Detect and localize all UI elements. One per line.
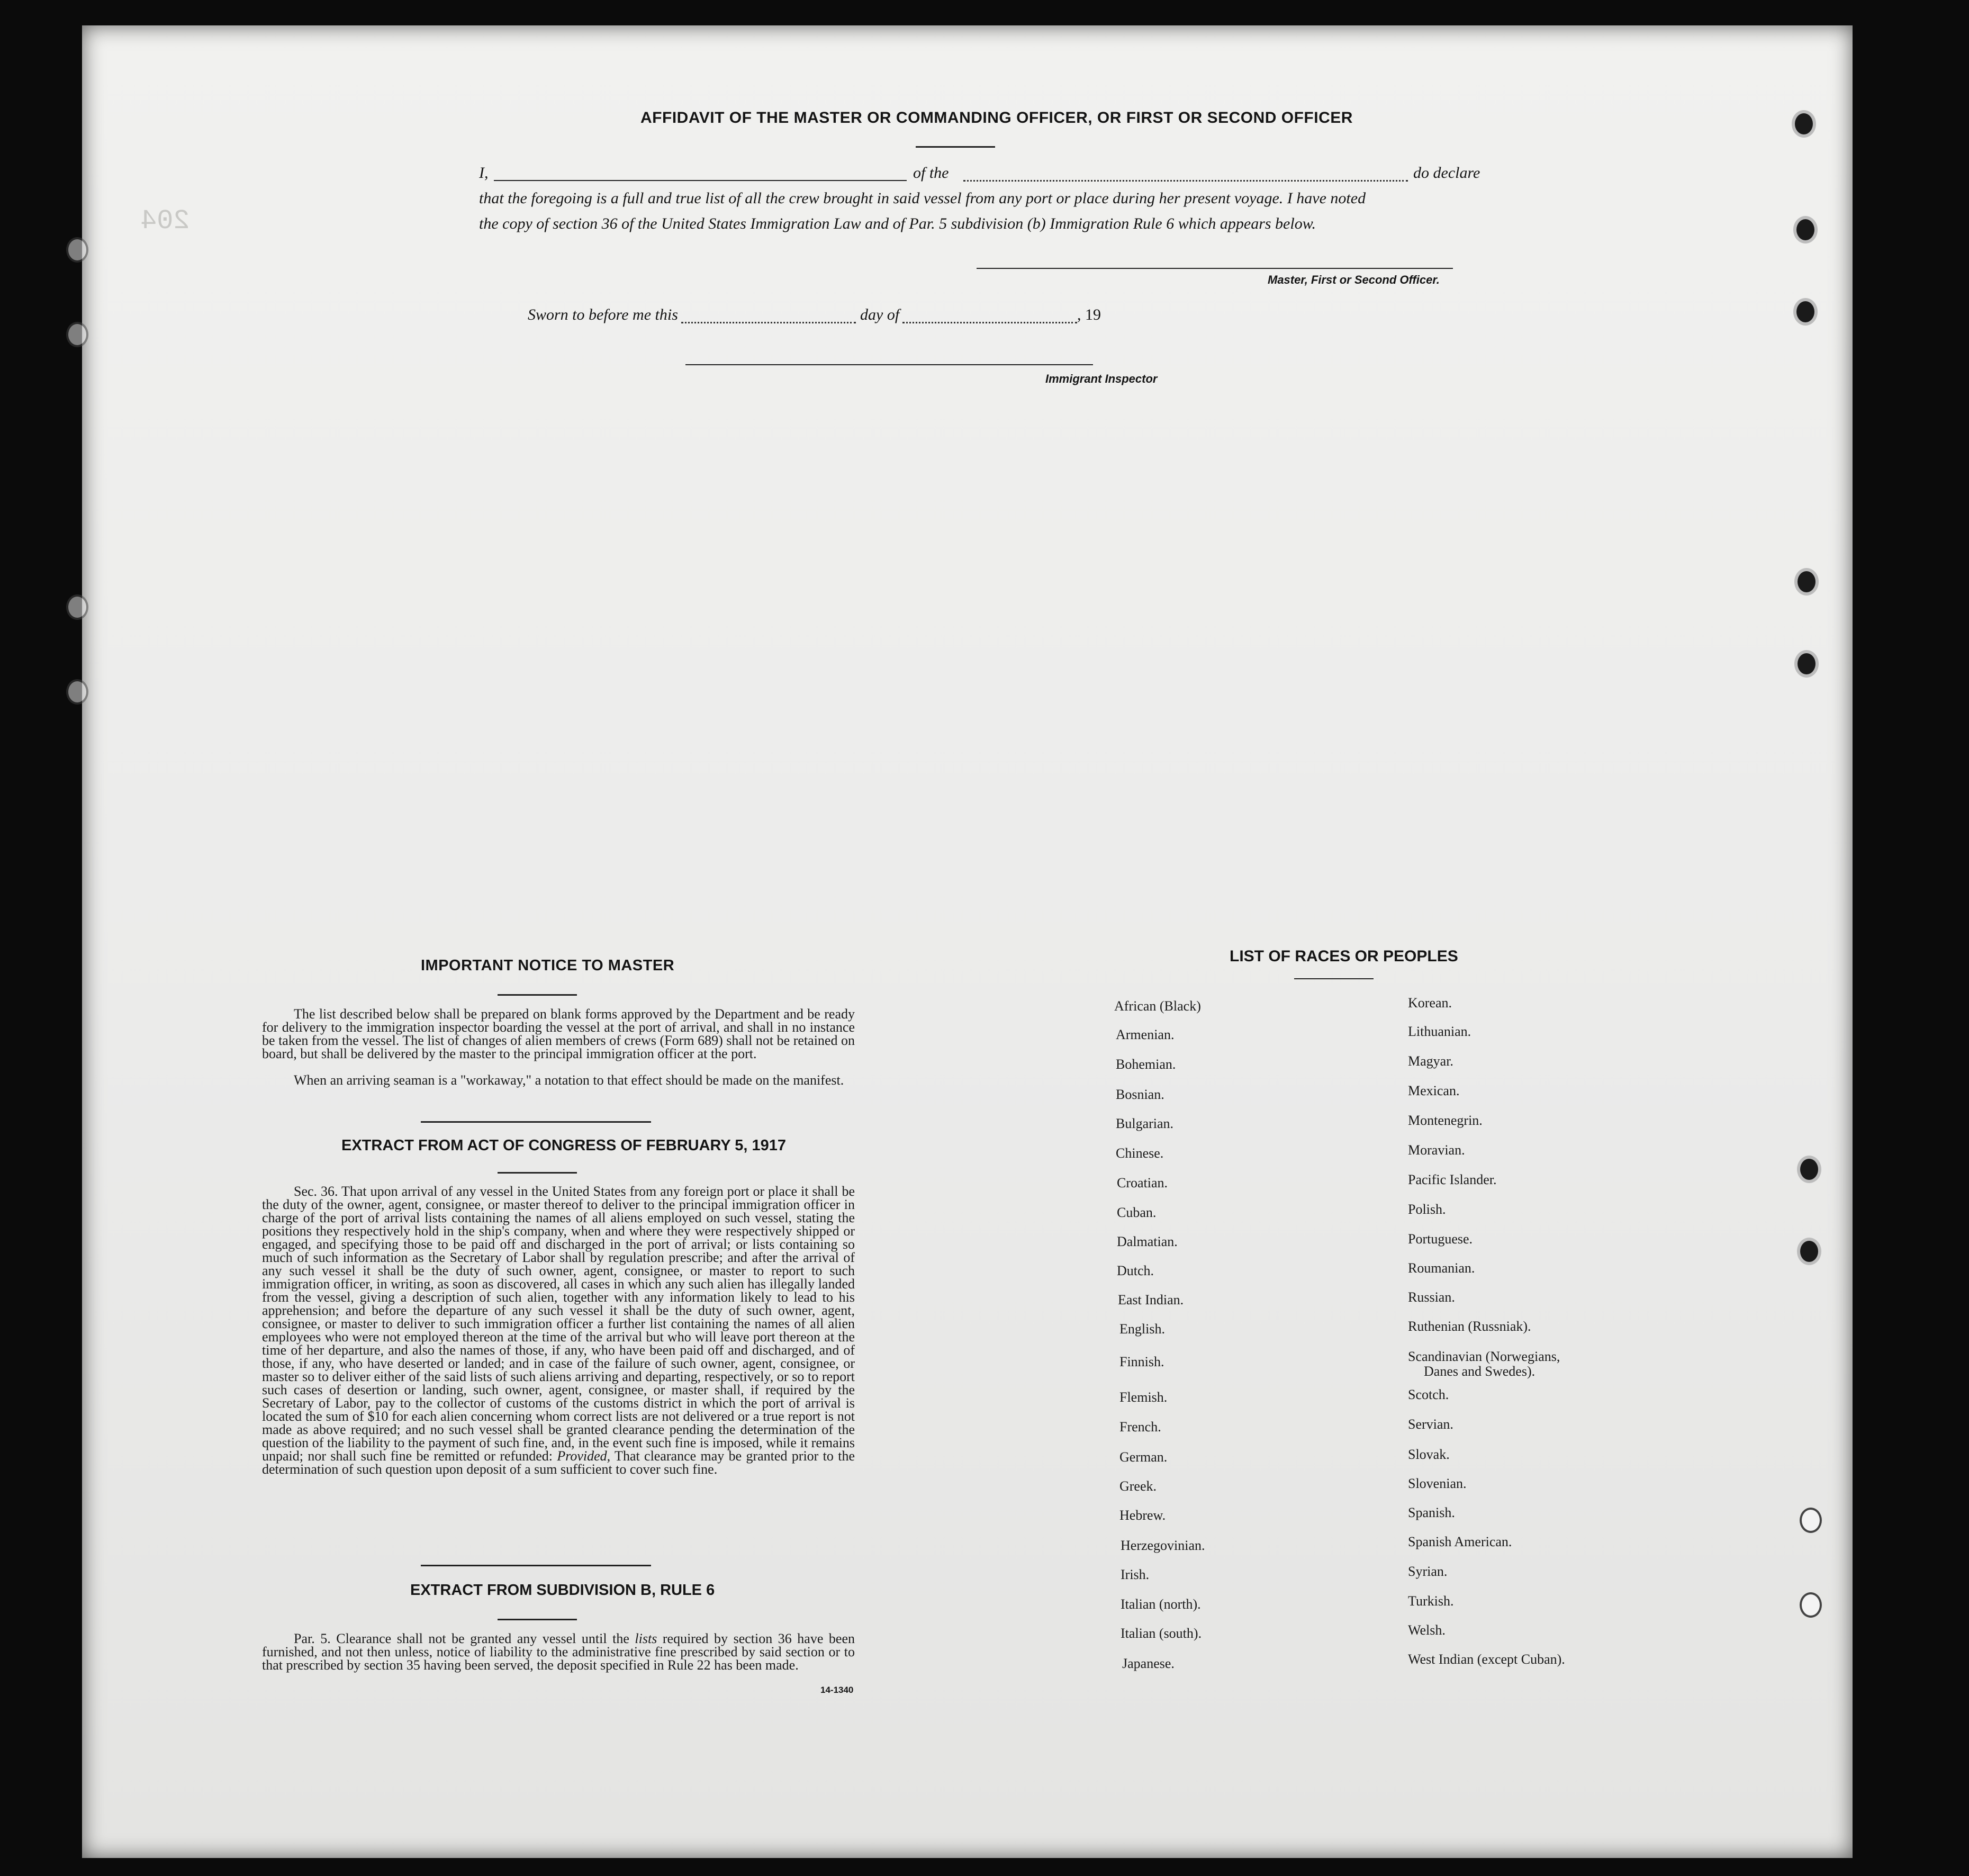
notice-title: IMPORTANT NOTICE TO MASTER bbox=[421, 957, 675, 974]
inspector-signature-line bbox=[685, 364, 1093, 365]
affidavit-name-line bbox=[494, 180, 907, 181]
notice-paragraph-1: The list described below shall be prepared on blank forms approved by the Department and be ready for delivery to the immigration inspector boarding the vessel at the port of arrival, and shall in no instance be taken from the vessel. The list of changes of alien members of crews (Form 689) shall not be retained on board, but shall be delivered by the master to the principal immigration officer at the port. bbox=[262, 1006, 855, 1061]
race-left-item: Dalmatian. bbox=[1117, 1234, 1178, 1249]
act-divider bbox=[421, 1565, 651, 1566]
act-extract-title: EXTRACT FROM ACT OF CONGRESS OF FEBRUARY 5, 1917 bbox=[341, 1137, 787, 1154]
race-left-item: Hebrew. bbox=[1119, 1508, 1166, 1523]
race-right-item: Servian. bbox=[1408, 1417, 1453, 1432]
affidavit-line-3: the copy of section 36 of the United States Immigration Law and of Par. 5 subdivision (b) Immigration Rule 6 which appears below. bbox=[479, 215, 1316, 232]
affidavit-title: AFFIDAVIT OF THE MASTER OR COMMANDING OFFICER, OR FIRST OR SECOND OFFICER bbox=[640, 109, 1353, 127]
race-left-item: Italian (north). bbox=[1121, 1597, 1201, 1612]
race-right-item: Slovak. bbox=[1408, 1447, 1450, 1462]
rule-title-rule bbox=[498, 1619, 577, 1620]
race-right-item: Roumanian. bbox=[1408, 1260, 1475, 1276]
race-right-item: Spanish American. bbox=[1408, 1534, 1512, 1549]
race-left-item: French. bbox=[1119, 1419, 1161, 1435]
race-left-item: Italian (south). bbox=[1121, 1626, 1202, 1641]
rule-body-b: required by section 36 have been furnished, and not then unless, notice of liability to the administrative fine prescribed by said section or to that prescribed by section 35 having been served, the deposit specified in Rule 22 has been made. bbox=[262, 1631, 855, 1673]
race-right-item: Spanish. bbox=[1408, 1505, 1455, 1520]
race-left-item: Japanese. bbox=[1122, 1656, 1175, 1671]
race-left-item: Bulgarian. bbox=[1116, 1116, 1174, 1131]
master-signature-line bbox=[977, 268, 1453, 269]
race-right-item: Mexican. bbox=[1408, 1083, 1460, 1098]
race-right-item: West Indian (except Cuban). bbox=[1408, 1652, 1565, 1667]
rule-paragraph bbox=[262, 1632, 855, 1672]
bleed-hole-icon bbox=[66, 594, 88, 620]
binder-hole-icon bbox=[1797, 1156, 1821, 1183]
race-right-item: Russian. bbox=[1408, 1289, 1455, 1305]
race-left-item: Chinese. bbox=[1116, 1146, 1164, 1161]
notice-divider bbox=[421, 1121, 651, 1123]
race-right-item: Polish. bbox=[1408, 1202, 1446, 1217]
rule-extract-title: EXTRACT FROM SUBDIVISION B, RULE 6 bbox=[410, 1582, 715, 1599]
notice-paragraph-2: When an arriving seaman is a "workaway," a notation to that effect should be made on the manifest. bbox=[294, 1072, 844, 1088]
binder-hole-icon bbox=[1793, 298, 1818, 326]
race-left-item: Dutch. bbox=[1117, 1263, 1154, 1278]
affidavit-of-the: of the bbox=[913, 164, 949, 182]
binder-hole-icon bbox=[1793, 216, 1818, 243]
master-signature-label: Master, First or Second Officer. bbox=[1268, 273, 1440, 286]
race-left-item: Finnish. bbox=[1119, 1354, 1164, 1369]
affidavit-do-declare: do declare bbox=[1413, 164, 1480, 182]
race-right-item: Scandinavian (Norwegians, bbox=[1408, 1349, 1560, 1364]
bleed-hole-icon bbox=[66, 679, 88, 705]
race-right-item: Welsh. bbox=[1408, 1622, 1446, 1638]
sworn-month-line bbox=[902, 322, 1077, 323]
race-left-item: Herzegovinian. bbox=[1121, 1538, 1205, 1553]
race-left-item: Flemish. bbox=[1119, 1390, 1168, 1405]
act-section-label: Sec. 36. bbox=[294, 1184, 338, 1199]
sworn-year: , 19 bbox=[1077, 306, 1101, 323]
binder-hole-icon bbox=[1800, 1508, 1822, 1533]
race-left-item: Bohemian. bbox=[1116, 1057, 1176, 1072]
race-left-item: Irish. bbox=[1121, 1567, 1150, 1582]
race-right-item: Magyar. bbox=[1408, 1053, 1453, 1069]
race-right-item: Slovenian. bbox=[1408, 1476, 1467, 1491]
act-section-36 bbox=[262, 1185, 855, 1476]
act-section-body-end: That clearance may be granted prior to the determination of such question upon deposit of a sum sufficient to cover such fine. bbox=[262, 1448, 855, 1477]
race-left-item: German. bbox=[1119, 1449, 1168, 1465]
bleed-hole-icon bbox=[66, 237, 88, 263]
race-left-item: East Indian. bbox=[1118, 1292, 1184, 1307]
act-title-rule bbox=[498, 1172, 577, 1174]
race-left-item: Armenian. bbox=[1116, 1027, 1175, 1042]
binder-hole-icon bbox=[1794, 568, 1819, 596]
sworn-day-of: day of bbox=[860, 306, 900, 323]
rule-body-a: Par. 5. Clearance shall not be granted any vessel until the bbox=[294, 1631, 635, 1646]
race-right-item: Scotch. bbox=[1408, 1387, 1449, 1402]
race-left-item: English. bbox=[1119, 1321, 1165, 1337]
affidavit-i: I, bbox=[479, 164, 489, 182]
rule-lists: lists bbox=[635, 1631, 657, 1646]
races-title-rule bbox=[1294, 978, 1374, 979]
binder-hole-icon bbox=[1792, 110, 1816, 138]
binder-hole-icon bbox=[1794, 650, 1819, 678]
race-right-item: Pacific Islander. bbox=[1408, 1172, 1497, 1187]
bleed-hole-icon bbox=[66, 322, 88, 347]
race-left-item: Croatian. bbox=[1117, 1175, 1168, 1190]
race-left-item: Bosnian. bbox=[1116, 1087, 1164, 1102]
act-provided: Provided, bbox=[557, 1448, 611, 1464]
notice-title-rule bbox=[498, 994, 577, 996]
affidavit-line-2: that the foregoing is a full and true list of all the crew brought in said vessel from any port or place during her present voyage. I have noted bbox=[479, 190, 1366, 207]
document-page bbox=[82, 25, 1853, 1858]
race-right-item: Korean. bbox=[1408, 995, 1452, 1011]
race-right-item: Montenegrin. bbox=[1408, 1113, 1483, 1128]
affidavit-title-rule bbox=[916, 146, 995, 148]
race-right-item: Lithuanian. bbox=[1408, 1024, 1471, 1039]
form-number: 14-1340 bbox=[820, 1685, 854, 1695]
sworn-text: Sworn to before me this bbox=[528, 306, 678, 323]
race-right-item: Ruthenian (Russniak). bbox=[1408, 1319, 1531, 1334]
act-section-body: That upon arrival of any vessel in the United States from any foreign port or place it shall be the duty of the owner, agent, consignee, or master thereof to deliver to the principal immigration officer in charge of the port of arrival lists containing the names of all aliens employed on such vessel, stating the positions they respectively hold in the ship's company, when and where they were respectively shipped or engaged, and specifying those to be paid off and discharged in the port of arrival; or lists containing so much of such information as the Secretary of Labor shall by regulation prescribe; and after the arrival of any such vessel it shall be the duty of such owner, agent, consignee, or master to report to such immigration officer, in writing, as soon as discovered, all cases in which any such alien has illegally landed from the vessel, giving a description of such alien, together with any information likely to lead to his apprehension; and before the departure of any such vessel it shall be the duty of such owner, agent, consignee, or master to deliver to such immigration officer a further list containing the names of all alien employees who were not employed thereon at the time of the arrival but who will leave port thereon at the time of her departure, and also the names of those, if any, who have been paid off and discharged, and of those, if any, who have deserted or landed; and in case of the failure of such owner, agent, consignee, or master so to deliver either of the said lists of such aliens arriving and departing, respectively, or so to report such cases of desertion or landing, such owner, agent, consignee, or master shall, if required by the Secretary of Labor, pay to the collector of customs of the customs district in which the port of arrival is located the sum of $10 for each alien concerning whom correct lists are not delivered or a true report is not made as above required; and no such vessel shall be granted clearance pending the determination of the question of the liability to the payment of such fine, and, in the event such fine is imposed, while it remains unpaid; nor shall such fine be remitted or refunded: bbox=[262, 1184, 855, 1464]
race-left-item: Greek. bbox=[1119, 1478, 1157, 1494]
affidavit-vessel-line bbox=[963, 180, 1408, 182]
bleed-through-page-number: 204 bbox=[140, 205, 190, 237]
race-right-item: Danes and Swedes). bbox=[1424, 1364, 1536, 1379]
race-left-item: African (Black) bbox=[1114, 998, 1201, 1014]
race-left-item: Cuban. bbox=[1117, 1205, 1157, 1220]
race-right-item: Moravian. bbox=[1408, 1142, 1465, 1158]
binder-hole-icon bbox=[1800, 1592, 1822, 1618]
races-title: LIST OF RACES OR PEOPLES bbox=[1230, 948, 1458, 965]
race-right-item: Portuguese. bbox=[1408, 1231, 1473, 1247]
race-right-item: Syrian. bbox=[1408, 1564, 1448, 1579]
race-right-item: Turkish. bbox=[1408, 1593, 1454, 1609]
inspector-label: Immigrant Inspector bbox=[1045, 372, 1158, 385]
binder-hole-icon bbox=[1797, 1238, 1821, 1265]
sworn-date-line bbox=[681, 322, 856, 323]
